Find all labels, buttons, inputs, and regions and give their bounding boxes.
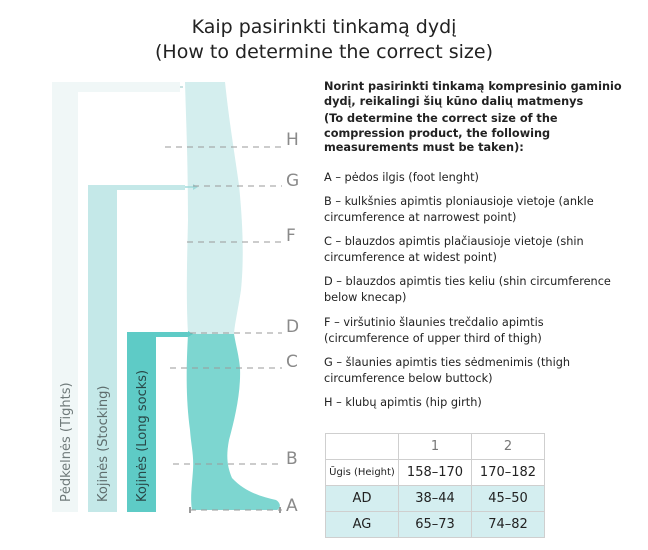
letter-d: D [286, 317, 300, 337]
letter-g: G [286, 171, 300, 191]
measurement-b: B – kulkšnies apimtis ploniausioje vietoje (ankle circumference at narrowest point) [324, 195, 594, 224]
table-header-cell [326, 434, 399, 460]
measurement-c: C – blauzdos apimtis plačiausioje vietoje (shin circumference at widest point) [324, 235, 584, 264]
table-cell-label: AD [326, 486, 399, 512]
table-row [326, 486, 545, 512]
table-cell: 38–44 [399, 486, 472, 512]
page-subtitle: (How to determine the correct size) [155, 41, 493, 63]
letter-h: H [286, 130, 299, 150]
measurement-f: F – viršutinio šlaunies trečdalio apimtis (circumference of upper third of thigh) [324, 316, 544, 345]
measurement-a: A – pėdos ilgis (foot lenght) [324, 171, 479, 184]
intro-lt: Norint pasirinkti tinkamą kompresinio gaminio dydį, reikalingi šių kūno dalių matmenys [324, 80, 622, 108]
table-header-cell: 2 [472, 434, 545, 460]
intro-en: (To determine the correct size of the compression product, the following measurements must be taken): [324, 112, 558, 154]
table-cell-label: AG [326, 512, 399, 538]
label-stocking: Kojinės (Stocking) [96, 385, 111, 502]
table-cell: 74–82 [472, 512, 545, 538]
measurement-d: D – blauzdos apimtis ties keliu (shin circumference below knecap) [324, 275, 611, 304]
table-cell-label: Ūgis (Height) [326, 460, 399, 486]
table-cell: 45–50 [472, 486, 545, 512]
page-title: Kaip pasirinkti tinkamą dydį [191, 16, 457, 38]
table-row [326, 512, 545, 538]
size-table [325, 433, 545, 538]
letter-f: F [286, 226, 296, 246]
letter-a: A [286, 496, 298, 516]
measurement-g: G – šlaunies apimtis ties sėdmenimis (thigh circumference below buttock) [324, 356, 571, 385]
leg-upper [185, 82, 243, 334]
leg-lower [187, 334, 280, 510]
letter-b: B [286, 449, 298, 469]
table-cell: 65–73 [399, 512, 472, 538]
table-row [326, 460, 545, 486]
table-header-row [326, 434, 545, 460]
label-tights: Pėdkelnės (Tights) [59, 382, 74, 502]
table-cell: 170–182 [472, 460, 545, 486]
letter-c: C [286, 352, 298, 372]
table-header-cell: 1 [399, 434, 472, 460]
label-long-socks: Kojinės (Long socks) [135, 369, 150, 502]
measurement-h: H – klubų apimtis (hip girth) [324, 396, 482, 409]
table-cell: 158–170 [399, 460, 472, 486]
